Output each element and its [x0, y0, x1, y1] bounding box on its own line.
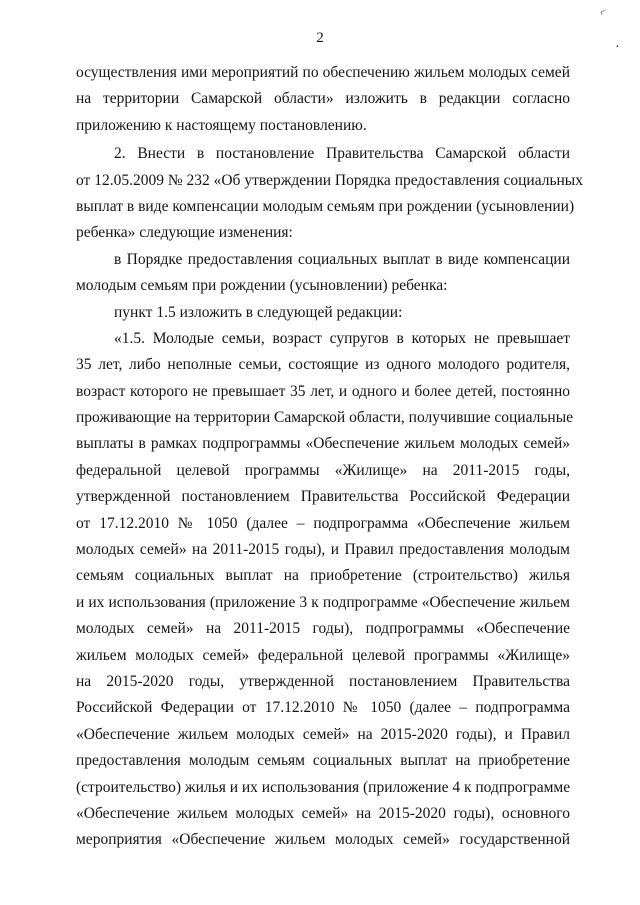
text-line: выплат в виде компенсации молодым семьям при рождении (усыновлении): [76, 197, 575, 215]
text-line: мероприятия «Обеспечение жильем молодых семей» государственной: [76, 831, 570, 849]
text-line: «Обеспечение жильем молодых семей» на 2015-2020 годы), основного: [76, 804, 570, 822]
text-line: молодых семей» на 2011-2015 годы), и Правил предоставления молодым: [76, 541, 570, 559]
text-line: от 12.05.2009 № 232 «Об утверждении Порядка предоставления социальных: [76, 171, 583, 189]
page-number: 2: [316, 30, 324, 46]
text-line: в Порядке предоставления социальных выплат в виде компенсации: [114, 250, 570, 268]
text-line: проживающие на территории Самарской области, получившие социальные: [76, 409, 574, 427]
text-line: приложению к настоящему постановлению.: [76, 116, 367, 134]
text-line: жильем молодых семей» федеральной целевой программы «Жилище»: [76, 646, 570, 664]
text-line: семьям социальных выплат на приобретение (строительство) жилья: [76, 567, 570, 585]
text-line: 35 лет, либо неполные семьи, состоящие из одного молодого родителя,: [76, 356, 570, 374]
text-line: от 17.12.2010 № 1050 (далее – подпрограмма «Обеспечение жильем: [76, 514, 570, 532]
text-line: (строительство) жилья и их использования (приложение 4 к подпрограмме: [76, 778, 571, 796]
text-line: предоставления молодым семьям социальных выплат на приобретение: [76, 752, 570, 770]
text-line: пункт 1.5 изложить в следующей редакции:: [114, 303, 403, 321]
text-line: «Обеспечение жильем молодых семей» на 2015-2020 годы), и Правил: [76, 725, 570, 743]
text-line: 2. Внести в постановление Правительства Самарской области: [114, 145, 570, 163]
document-body: [76, 60, 583, 854]
corner-mark: ⌐: [597, 3, 610, 19]
text-line: возраст которого не превышает 35 лет, и одного и более детей, постоянно: [76, 382, 570, 400]
margin-mark: ·: [615, 40, 620, 55]
text-line: на 2015-2020 годы, утвержденной постановлением Правительства: [76, 672, 570, 690]
text-line: осуществления ими мероприятий по обеспечению жильем молодых семей: [76, 64, 570, 81]
text-line: молодым семьям при рождении (усыновлении) ребенка:: [76, 277, 448, 295]
text-line: выплаты в рамках подпрограммы «Обеспечение жильем молодых семей»: [76, 435, 570, 453]
text-line: утвержденной постановлением Правительства Российской Федерации: [76, 488, 570, 506]
text-line: ребенка» следующие изменения:: [76, 224, 293, 242]
text-line: на территории Самарской области» изложить в редакции согласно: [76, 90, 570, 108]
text-line: и их использования (приложение 3 к подпрограмме «Обеспечение жильем: [76, 593, 570, 611]
text-line: молодых семей» на 2011-2015 годы), подпрограммы «Обеспечение: [76, 620, 570, 638]
text-line: федеральной целевой программы «Жилище» на 2011-2015 годы,: [76, 461, 570, 479]
text-line: «1.5. Молодые семьи, возраст супругов в которых не превышает: [114, 329, 570, 347]
text-line: Российской Федерации от 17.12.2010 № 1050 (далее – подпрограмма: [76, 699, 570, 717]
